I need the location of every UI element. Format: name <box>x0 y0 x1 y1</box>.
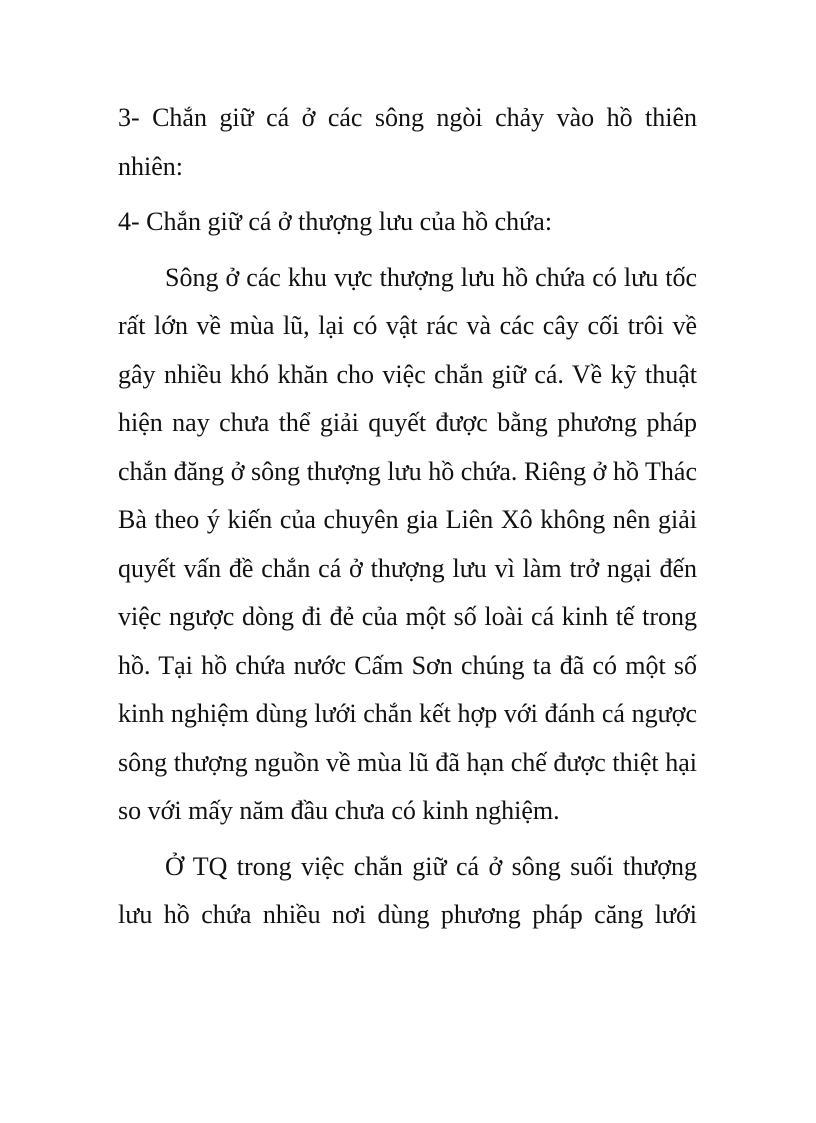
body-paragraph-2: Ở TQ trong việc chắn giữ cá ở sông suối thượng lưu hồ chứa nhiều nơi dùng phương pháp căng lưới <box>118 851 697 929</box>
body-paragraph-1: Sông ở các khu vực thượng lưu hồ chứa có lưu tốc rất lớn về mùa lũ, lại có vật rác và các cây cối trôi về gây nhiều khó khăn cho việc chắn giữ cá. Về kỹ thuật hiện nay chưa thể giải quyết được bằng phương pháp chắn đăng ở sông thượng lưu hồ chứa. Riêng ở hồ Thác Bà theo ý kiến của chuyên gia Liên Xô không nên giải quyết vấn đề chắn cá ở thượng lưu vì làm trở ngại đến việc ngược dòng đi đẻ của một số loài cá kinh tế trong hồ. Tại hồ chứa nước Cấm Sơn chúng ta đã có một số kinh nghiệm dùng lưới chắn kết hợp với đánh cá ngược sông thượng nguồn về mùa lũ đã hạn chế được thiệt hại so với mấy năm đầu chưa có kinh nghiệm. <box>118 262 697 825</box>
document-page <box>118 94 697 947</box>
section-heading-4: 4- Chắn giữ cá ở thượng lưu của hồ chứa: <box>118 207 553 236</box>
section-heading-3: 3- Chắn giữ cá ở các sông ngòi chảy vào hồ thiên nhiên: <box>118 103 697 181</box>
